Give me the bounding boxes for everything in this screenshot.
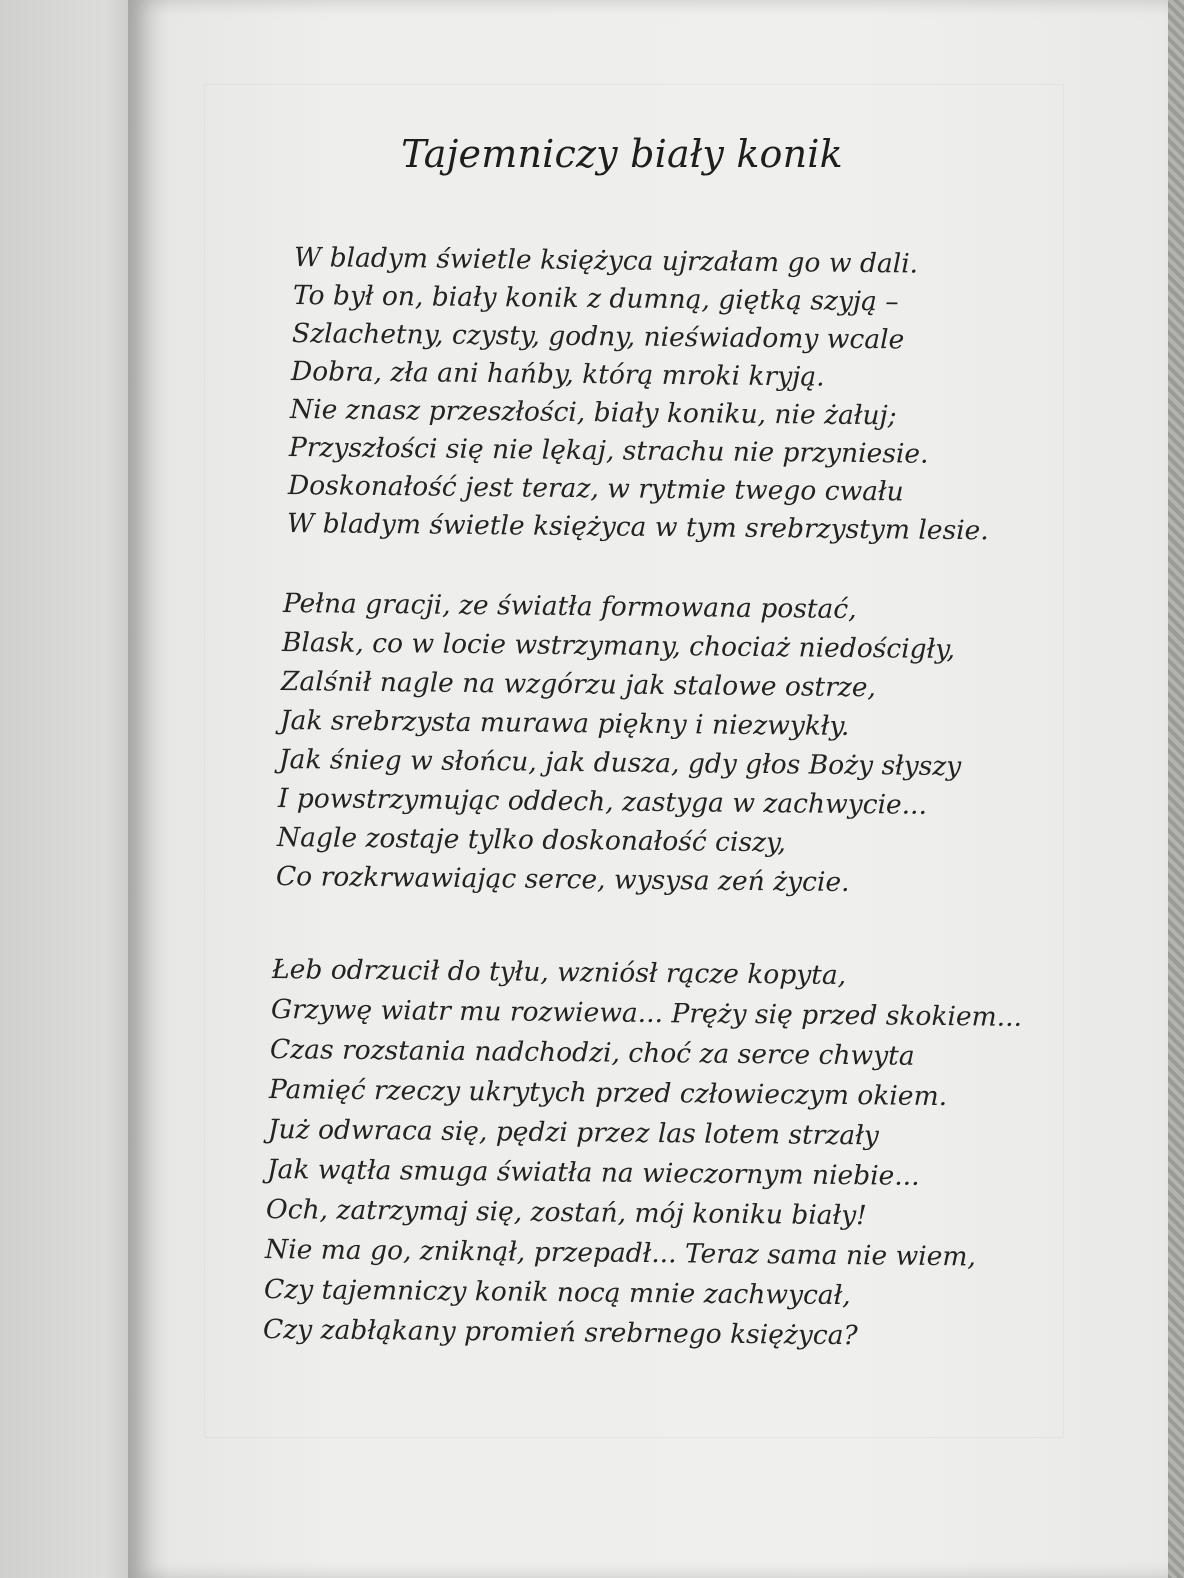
- poem-line: Już odwraca się, pędzi przez las lotem strzały: [267, 1114, 879, 1152]
- poem-line: Jak srebrzysta murawa piękny i niezwykły.: [279, 705, 850, 742]
- poem-line: Doskonałość jest teraz, w rytmie twego cwału: [287, 470, 904, 508]
- poem-line: Jak śnieg w słońcu, jak dusza, gdy głos Boży słyszy: [278, 744, 962, 783]
- poem-line: Dobra, zła ani hańby, którą mroki kryją.: [290, 356, 825, 393]
- poem-line: I powstrzymując oddech, zastyga w zachwycie...: [277, 783, 928, 821]
- poem-line: Zalśnił nagle na wzgórzu jak stalowe ostrze,: [280, 666, 877, 704]
- poem-line: Szlachetny, czysty, godny, nieświadomy wcale: [291, 318, 905, 356]
- poem-line: Co rozkrwawiając serce, wysysa zeń życie.: [275, 861, 850, 899]
- poem-title: Tajemniczy biały konik: [401, 132, 843, 176]
- poem-line: Nie znasz przeszłości, biały koniku, nie żałuj;: [289, 394, 897, 432]
- poem-line: Łeb odrzucił do tyłu, wzniósł rącze kopyta,: [271, 954, 847, 992]
- poem-line: Czy zabłąkany promień srebrnego księżyca?: [262, 1314, 858, 1352]
- poem-line: Czas rozstania nadchodzi, choć za serce chwyta: [269, 1034, 915, 1072]
- poem-line: To był on, biały konik z dumną, giętką szyją –: [292, 280, 899, 318]
- poem-line: Nagle zostaje tylko doskonałość ciszy,: [276, 822, 787, 859]
- poem-line: W bladym świetle księżyca w tym srebrzystym lesie.: [286, 508, 989, 547]
- poem-line: Przyszłości się nie lękaj, strachu nie przyniesie.: [288, 432, 929, 470]
- poem-line: Grzywę wiatr mu rozwiewa... Pręży się przed skokiem...: [270, 994, 1023, 1033]
- poem-line: Jak wątła smuga światła na wieczornym niebie...: [266, 1154, 920, 1192]
- poem-line: Pamięć rzeczy ukrytych przed człowieczym okiem.: [268, 1074, 948, 1113]
- poem-line: Nie ma go, zniknął, przepadł... Teraz sama nie wiem,: [264, 1234, 977, 1273]
- poem-line: Pełna gracji, ze światła formowana postać,: [282, 588, 857, 626]
- poem-line: Blask, co w locie wstrzymany, chociaż niedościgły,: [281, 627, 956, 666]
- poem-line: W bladym świetle księżyca ujrzałam go w dali.: [293, 242, 919, 280]
- poem-line: Czy tajemniczy konik nocą mnie zachwycał,: [263, 1274, 851, 1312]
- poem-line: Och, zatrzymaj się, zostań, mój koniku biały!: [265, 1194, 867, 1232]
